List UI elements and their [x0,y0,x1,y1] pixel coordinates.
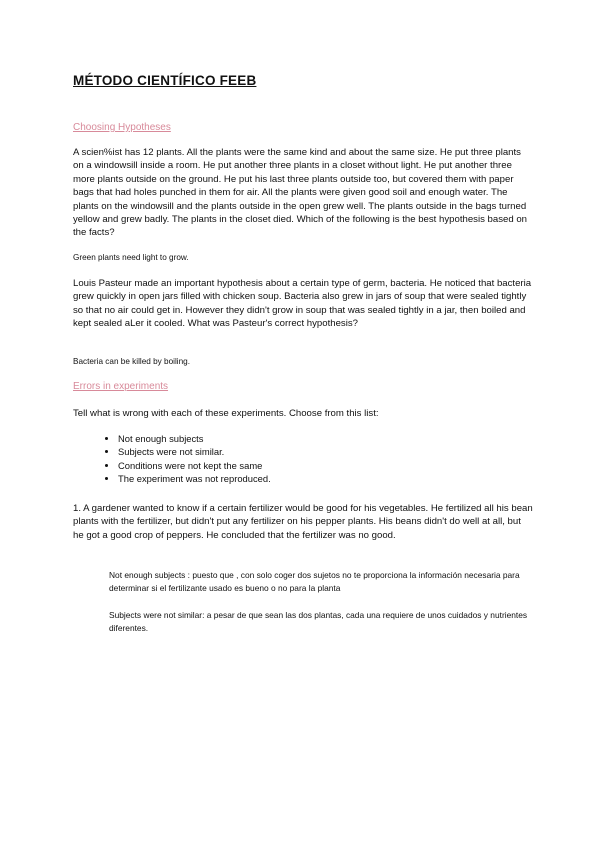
paragraph-pasteur: Louis Pasteur made an important hypothesis about a certain type of germ, bacteria. He noticed that bacteria grew quickly in open jars filled with chicken soup. Bacteria also grew in jars of soup that were sealed tightly so that no air could get in. However they didn't grow in soup that was sealed tightly in a jar, then boiled and kept sealed aLer it cooled. What was Pasteur's correct hypothesis? [73,278,532,330]
paragraph-instructions: Tell what is wrong with each of these experiments. Choose from this list: [73,408,379,419]
page-title: MÉTODO CIENTÍFICO FEEB [73,73,257,88]
paragraph-plants: A scien%ist has 12 plants. All the plants were the same kind and about the same size. He put three plants on a windowsill inside a room. He put another three plants in a closet without light. He put another three more plants outside on the ground. He put his last three plants outside too, but covered them with paper bags that had holes punched in them for air. All the plants were given good soil and enough water. The plants on the windowsill and the plants outside in the open grew well. The plants outside in the bags turned yellow and grew badly. The plants in the closet died. Which of the following is the best hypothesis based on the facts? [73,147,528,239]
list-item: • Conditions were not kept the same [118,459,271,472]
answer-pasteur: Bacteria can be killed by boiling. [73,357,190,366]
section-link-choosing-hypotheses[interactable]: Choosing Hypotheses [73,122,171,133]
error-options-list [104,432,271,486]
note-subjects-not-similar: Subjects were not similar: a pesar de que sean las dos plantas, cada una requiere de unos cuidados y nutrientes diferentes. [109,610,528,633]
note-not-enough-subjects: Not enough subjects : puesto que , con solo coger dos sujetos no te proporciona la información necesaria para determinar si el fertilizante usado es bueno o no para la planta [109,570,520,593]
list-item: • The experiment was not reproduced. [118,472,271,485]
section-link-errors-in-experiments[interactable]: Errors in experiments [73,381,169,392]
paragraph-gardener: 1. A gardener wanted to know if a certain fertilizer would be good for his vegetables. He fertilized all his bean plants with the fertilizer, but didn't put any fertilizer on his pepper plants. His beans didn't do well at all, but he got a good crop of peppers. He concluded that the fertilizer was no good. [73,503,533,541]
list-item: • Not enough subjects [118,432,271,445]
answer-plants: Green plants need light to grow. [73,253,189,262]
list-item: • Subjects were not similar. [118,445,271,458]
